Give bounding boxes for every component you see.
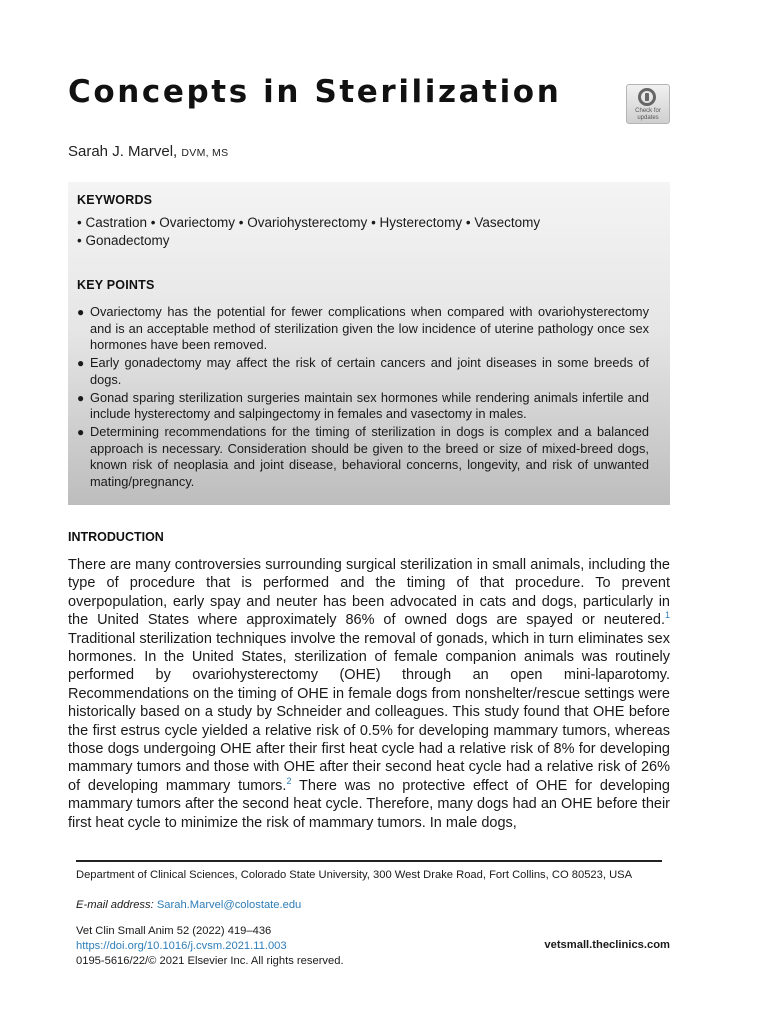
reference-link-1[interactable]: 1	[664, 610, 670, 621]
article-title: Concepts in Sterilization	[68, 74, 562, 110]
key-point-item: ● Gonad sparing sterilization surgeries maintain sex hormones while rendering animals infertile and include hysterectomy and salpingectomy in females and vasectomy in males.	[77, 389, 649, 421]
keyword: Castration	[85, 215, 148, 230]
doi-link[interactable]: https://doi.org/10.1016/j.cvsm.2021.11.003	[76, 940, 287, 952]
bullet-icon: ●	[77, 390, 85, 405]
bullet-icon: ●	[77, 305, 85, 319]
keywords-line-1: • Castration • Ovariectomy • Ovariohysterectomy • Hysterectomy • Vasectomy	[77, 215, 541, 230]
keyword: Vasectomy	[474, 215, 541, 230]
key-point-item: ● Ovariectomy has the potential for fewer complications when compared with ovariohysterectomy and is an acceptable method of sterilization given the low incidence of uterine pathology once sex hormones have been removed.	[77, 304, 649, 352]
affiliation: Department of Clinical Sciences, Colorado State University, 300 West Drake Road, Fort Collins, CO 80523, USA	[76, 869, 633, 881]
email-label: E-mail address:	[76, 899, 154, 911]
check-updates-icon	[638, 88, 656, 106]
copyright: 0195-5616/22/© 2021 Elsevier Inc. All rights reserved.	[76, 955, 344, 967]
author-name: Sarah J. Marvel,	[68, 143, 178, 160]
introduction-heading: INTRODUCTION	[68, 530, 164, 544]
keyword: Gonadectomy	[85, 233, 170, 248]
key-point-item: ● Early gonadectomy may affect the risk of certain cancers and joint diseases in some breeds of dogs.	[77, 355, 649, 387]
key-points-list	[77, 304, 649, 492]
email-link[interactable]: Sarah.Marvel@colostate.edu	[156, 899, 302, 911]
author-credentials: DVM, MS	[181, 147, 229, 159]
journal-site[interactable]: vetsmall.theclinics.com	[544, 939, 670, 951]
author-line	[68, 143, 228, 160]
footer-divider	[76, 860, 662, 862]
email-line	[76, 898, 670, 913]
keywords-heading: KEYWORDS	[77, 193, 153, 207]
key-points-heading: KEY POINTS	[77, 278, 155, 292]
keyword: Ovariectomy	[159, 215, 236, 230]
bullet-icon: ●	[77, 356, 85, 370]
reference-link-2[interactable]: 2	[286, 776, 292, 787]
introduction-paragraph: There are many controversies surrounding surgical sterilization in small animals, including the type of procedure that is performed and the timing of that procedure. To prevent overpopulation, early spay and neuter has been advocated in cats and dogs, particularly in the United States where approximately 86% of owned dogs are spayed or neutered.$^1$ Traditional sterilization techniques involve the removal of gonads, which in turn eliminates sex hormones. In the United States, sterilization of female companion animals was routinely performed by ovariohysterectomy (OHE) through an open mini-laparotomy. Recommendations on the timing of OHE in female dogs from nonshelter/rescue settings were historically based on a study by Schneider and colleagues. This study found that OHE before the first estrus cycle yielded a relative risk of 0.5% for developing mammary tumors, whereas those dogs undergoing OHE after their first heat cycle had a relative risk of 8% for developing mammary tumors and those with OHE after their second heat cycle had a relative risk of 26% of developing mammary tumors.$^2$ There was no protective effect of OHE for developing mammary tumors after the second heat cycle. Therefore, many dogs had an OHE before their first heat cycle to minimize the risk of mammary tumors. In male dogs,	[68, 557, 670, 831]
key-point-item: ● Determining recommendations for the timing of sterilization in dogs is complex and a balanced approach is necessary. Consideration should be given to the breed or size of mixed-breed dogs, known risk of neoplasia and joint disease, behavioral concerns, longevity, and risk of unwanted mating/pregnancy.	[77, 424, 649, 489]
keywords-line-2: • Gonadectomy	[77, 233, 170, 248]
badge-text: Check for updates	[635, 108, 661, 121]
keyword: Hysterectomy	[379, 215, 463, 230]
keyword: Ovariohysterectomy	[247, 215, 368, 230]
keywords-keypoints-box	[68, 182, 670, 505]
citation: Vet Clin Small Anim 52 (2022) 419–436	[76, 925, 272, 937]
check-for-updates-badge[interactable]	[626, 84, 670, 124]
bullet-icon: ●	[77, 425, 85, 439]
